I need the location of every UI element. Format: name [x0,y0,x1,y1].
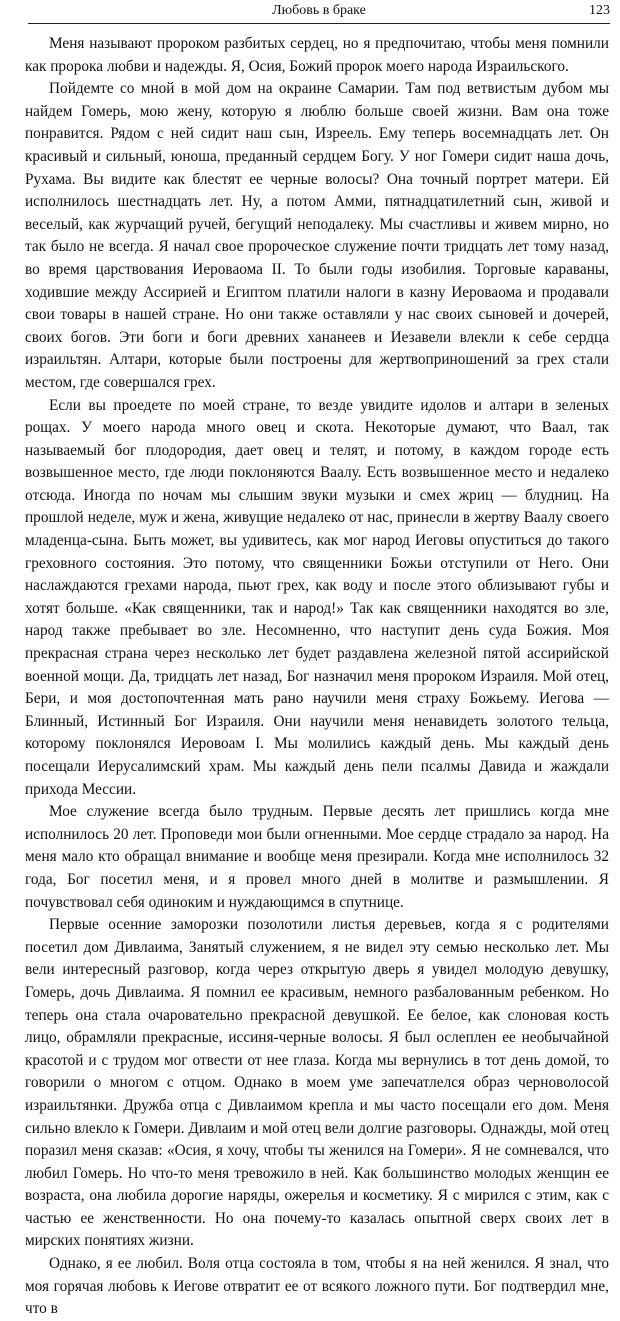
paragraph: Меня называют пророком разбитых сердец, но я предпочитаю, чтобы меня помнили как пророка любви и надежды. Я, Осия, Божий пророк моего народа Израильского. [25,35,609,75]
running-header [28,3,610,24]
paragraph: Первые осенние заморозки позолотили листья деревьев, когда я с родителями посетил дом Дивлаима, Занятый служением, я не видел эту семью несколько лет. Мы вели интересный разговор, когда через открытую дверь я увидел молодую девушку, Гомерь, дочь Дивлаима. Я помнил ее красивым, немного разбалованным ребенком. Но теперь она стала очаровательно прекрасной девушкой. Ее белое, как слоновая кость лицо, обрамляли прекрасные, иссиня-черные волосы. Я был ослеплен ее необычайной красотой и с трудом мог отвести от нее глаза. Когда мы вернулись в тот день домой, то говорили о многом с отцом. Однако в моем уме запечатлелся образ черноволосой израильтянки. Дружба отца с Дивлаимом крепла и мы часто посещали его дом. Меня сильно влекло к Гомери. Дивлаим и мой отец вели долгие разговоры. Однажды, мой отец поразил меня сказав: «Осия, я хочу, чтобы ты женился на Гомери». Я не сомневался, что любил Гомерь. Но что-то меня тревожило в ней. Как большинство молодых женщин ее возраста, она любила дорогие наряды, ожерелья и косметику. Я с мирился с этим, как с частью ее женственности. Но она почему-то казалась опытной сверх своих лет в мирских понятиях жизни. [25,916,609,1250]
paragraph: Если вы проедете по моей стране, то везде увидите идолов и алтари в зеленых рощах. У моего народа много овец и скота. Некоторые думают, что Ваал, так называемый бог плодородия, дает овец и телят, и потому, в каждом городе есть возвышенное место, где люди поклоняются Ваалу. Есть возвышенное место и недалеко отсюда. Иногда по ночам мы слышим звуки музыки и смех жриц — блудниц. На прошлой неделе, муж и жена, живущие недалеко от нас, принесли в жертву Ваалу своего младенца-сына. Быть может, вы удивитесь, как мог народ Иеговы опуститься до такого греховного состояния. Это потому, что священники Божьи отступили от Него. Они наслаждаются грехами народа, пьют грех, как воду и после этого облизывают губы и хотят больше. «Как священники, так и народ!» Так как священники находятся во зле, народ также пребывает во зле. Несомненно, что наступит день суда Божия. Моя прекрасная страна через несколько лет будет раздавлена железной пятой ассирийской военной мощи. Да, тридцать лет назад, Бог назначил меня пророком Израиля. Мой отец, Бери, и моя достопочтенная мать рано научили меня страху Божьему. Иегова — Блинный, Истинный Бог Израиля. Они научили меня ненавидеть золотого тельца, которому поклонялся Иеровоам I. Мы молились каждый день. Мы каждый день посещали Иерусалимский храм. Мы каждый день пели псалмы Давида и жаждали прихода Мессии. [25,396,609,798]
chapter-title: Любовь в браке [272,3,366,18]
paragraph: Пойдемте со мной в мой дом на окраине Самарии. Там под ветвистым дубом мы найдем Гомерь, мою жену, которую я люблю больше своей жизни. Вам она тоже понравится. Рядом с ней сидит наш сын, Изреель. Ему теперь восемнадцать лет. Он красивый и сильный, юноша, преданный сердцем Богу. У ног Гомери сидит наша дочь, Рухама. Вы видите как блестят ее черные волосы? Она точный портрет матери. Ей исполнилось шестнадцать лет. Ну, а потом Амми, пятнадцатилетний сын, живой и веселый, как журчащий ручей, бегущий неподалеку. Мы счастливы и живем мирно, но так было не всегда. Я начал свое пророческое служение почти тридцать лет тому назад, во время царствования Иероваома II. То были годы изобилия. Торговые караваны, ходившие между Ассирией и Египтом платили налоги в казну Иероваома и продавали свои товары в нашей стране. Но они также оставляли у нас своих сыновей и дочерей, своих богов. Эти боги и боги древних хананеев и Иезавели влекли к себе сердца израильтян. Алтари, которые были построены для жертвоприношений за грех стали местом, где совершался грех. [25,80,609,391]
paragraph: Мое служение всегда было трудным. Первые десять лет пришлись когда мне исполнилось 20 лет. Проповеди мои были огненными. Мое сердце страдало за народ. На меня мало кто обращал внимание и вообще меня презирали. Когда мне исполнилось 32 года, Бог посетил меня, и я провел много дней в молитве и размышлении. Я почувствовал себя одиноким и нуждающимся в спутнице. [25,803,609,911]
paragraph: Однако, я ее любил. Воля отца состояла в том, чтобы я на ней женился. Я знал, что моя горячая любовь к Иегове отвратит ее от всякого ложного пути. Бог подтвердил мне, что в [25,1255,609,1318]
page-number: 123 [589,3,610,18]
body-text [25,33,609,1321]
